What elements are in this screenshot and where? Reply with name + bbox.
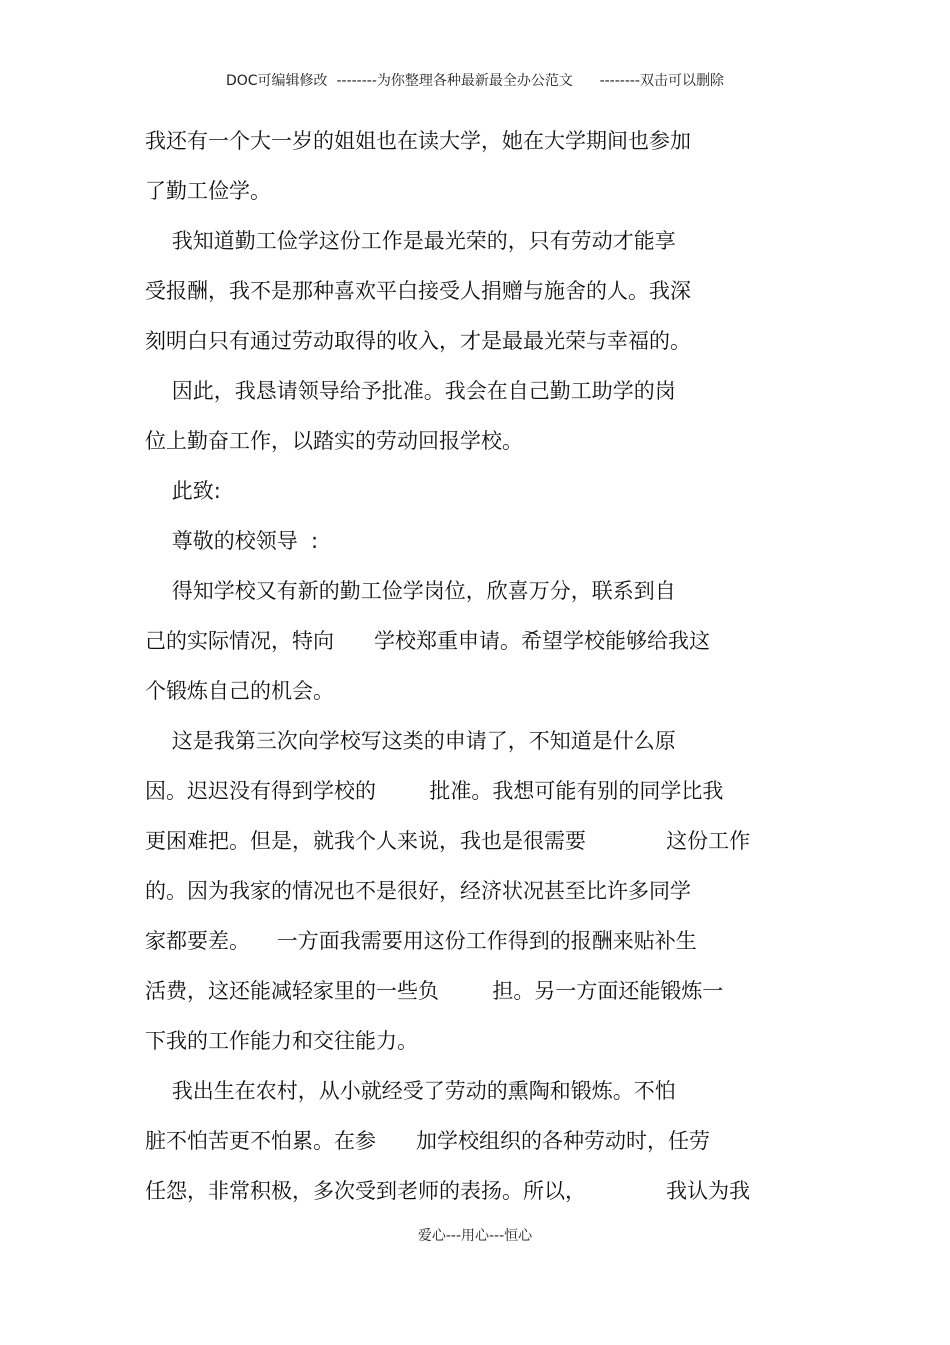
- text-line: 个锻炼自己的机会。: [145, 679, 334, 703]
- page-header: DOC可编辑修改 --------为你整理各种最新最全办公范文 --------双击可以删除: [225, 73, 724, 89]
- text-line: 这是我第三次向学校写这类的申请了，不知道是什么原: [145, 729, 676, 753]
- text-line: 因。迟迟没有得到学校的 批准。我想可能有别的同学比我: [145, 779, 724, 803]
- text-line: 我出生在农村，从小就经受了劳动的熏陶和锻炼。不怕: [145, 1079, 676, 1103]
- text-line: 刻明白只有通过劳动取得的收入，才是最最光荣与幸福的。: [145, 329, 691, 353]
- text-line: 我知道勤工俭学这份工作是最光荣的，只有劳动才能享: [145, 229, 676, 253]
- text-line: 更困难把。但是，就我个人来说，我也是很需要 这份工作: [145, 829, 751, 853]
- text-line: 脏不怕苦更不怕累。在参 加学校组织的各种劳动时，任劳: [145, 1129, 711, 1153]
- text-line: 己的实际情况，特向 学校郑重申请。希望学校能够给我这: [145, 629, 711, 653]
- text-line: 受报酬，我不是那种喜欢平白接受人捐赠与施舍的人。我深: [145, 279, 691, 303]
- text-line: 得知学校又有新的勤工俭学岗位，欣喜万分，联系到自: [145, 579, 676, 603]
- text-line: 此致:: [145, 479, 221, 503]
- text-line: 任怨，非常积极，多次受到老师的表扬。所以， 我认为我: [145, 1179, 751, 1203]
- text-line: 的。因为我家的情况也不是很好，经济状况甚至比许多同学: [145, 879, 691, 903]
- text-line: 活费，这还能减轻家里的一些负 担。另一方面还能锻炼一: [145, 979, 724, 1003]
- text-line: 尊敬的校领导 :: [145, 529, 319, 553]
- text-line: 了勤工俭学。: [145, 179, 271, 203]
- text-line: 因此，我恳请领导给予批准。我会在自己勤工助学的岗: [145, 379, 676, 403]
- text-line: 下我的工作能力和交往能力。: [145, 1029, 418, 1053]
- text-line: 位上勤奋工作，以踏实的劳动回报学校。: [145, 429, 523, 453]
- text-line: 家都要差。 一方面我需要用这份工作得到的报酬来贴补生: [145, 929, 697, 953]
- page-footer: 爱心---用心---恒心: [417, 1228, 533, 1244]
- text-line: 我还有一个大一岁的姐姐也在读大学，她在大学期间也参加: [145, 129, 691, 153]
